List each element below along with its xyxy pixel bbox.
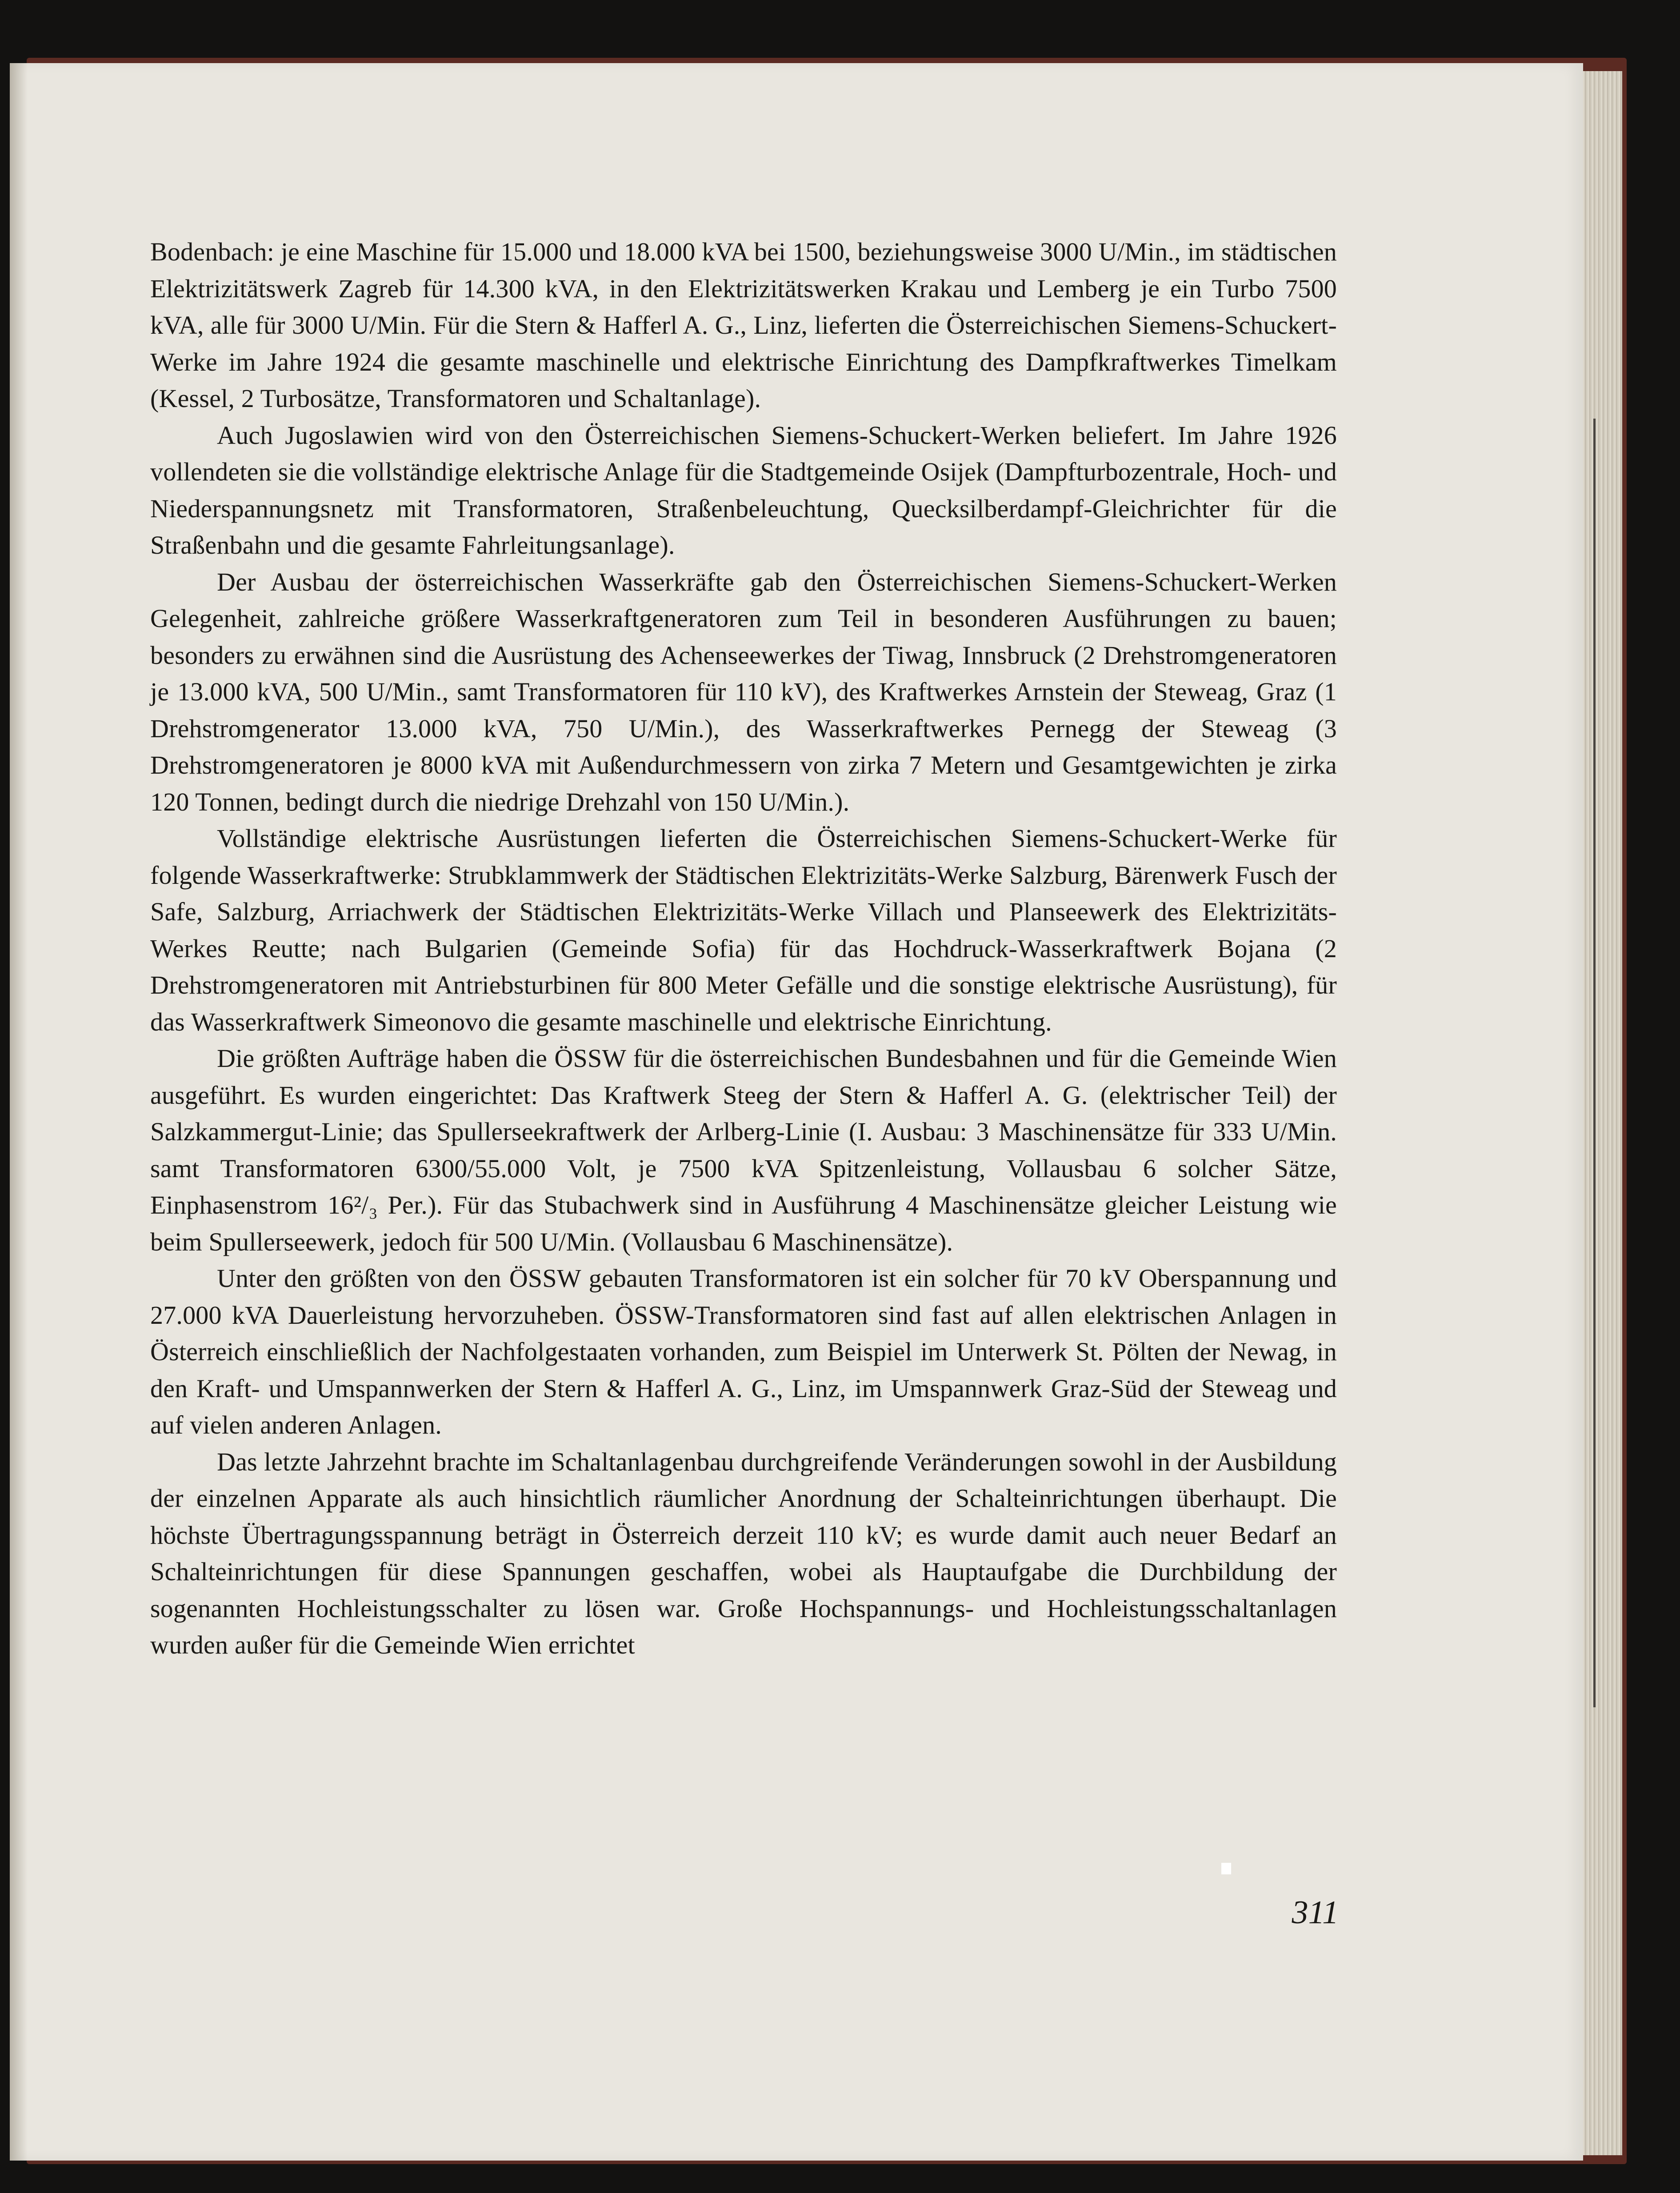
paragraph-5: Die größten Aufträge haben die ÖSSW für die österreichischen Bundesbahnen und für die Gemeinde Wien ausgeführt. Es wurden eingerichtet: Das Kraftwerk Steeg der Stern & Hafferl A. G. (elektrischer Teil) der Salzkammergut-Linie; das Spullerseekraftwerk der Arlberg-Linie (I. Ausbau: 3 Maschinensätze für 333 U/Min. samt Transformatoren 6300/55.000 Volt, je 7500 kVA Spitzenleistung, Vollausbau 6 solcher Sätze, Einphasenstrom 16²/₃ Per.). Für das Stubachwerk sind in Ausführung 4 Maschinensätze gleicher Leistung wie beim Spullerseewerk, jedoch für 500 U/Min. (Vollausbau 6 Maschinensätze). [150, 1044, 1337, 1256]
paragraph-2: Auch Jugoslawien wird von den Österreichischen Siemens-Schuckert-Werken beliefert. Im Jahre 1926 vollendeten sie die vollständige elektrische Anlage für die Stadtgemeinde Osijek (Dampfturbozentrale, Hoch- und Niederspannungsnetz mit Transformatoren, Straßenbeleuchtung, Quecksilberdampf-Gleichrichter für die Straßenbahn und die gesamte Fahrleitungsanlage). [150, 420, 1337, 559]
body-text [150, 234, 1337, 1664]
paragraph-7: Das letzte Jahrzehnt brachte im Schaltanlagenbau durchgreifende Veränderungen sowohl in der Ausbildung der einzelnen Apparate als auch hinsichtlich räumlicher Anordnung der Schalteinrichtungen überhaupt. Die höchste Übertragungsspannung beträgt in Österreich derzeit 110 kV; es wurde damit auch neuer Bedarf an Schalteinrichtungen für diese Spannungen geschaffen, wobei als Hauptaufgabe die Durchbildung der sogenannten Hochleistungsschalter zu lösen war. Große Hochspannungs- und Hochleistungsschaltanlagen wurden außer für die Gemeinde Wien errichtet [150, 1447, 1337, 1659]
paper-speck [1221, 1863, 1231, 1874]
margin-line [1593, 419, 1596, 1707]
paragraph-3: Der Ausbau der österreichischen Wasserkräfte gab den Österreichischen Siemens-Schuckert-Werken Gelegenheit, zahlreiche größere Wasserkraftgeneratoren zum Teil in besonderen Ausführungen zu bauen; besonders zu erwähnen sind die Ausrüstung des Achenseewerkes der Tiwag, Innsbruck (2 Drehstromgeneratoren je 13.000 kVA, 500 U/Min., samt Transformatoren für 110 kV), des Kraftwerkes Arnstein der Steweag, Graz (1 Drehstromgenerator 13.000 kVA, 750 U/Min.), des Wasserkraftwerkes Pernegg der Steweag (3 Drehstromgeneratoren je 8000 kVA mit Außendurchmessern von zirka 7 Metern und Gesamtgewichten je zirka 120 Tonnen, bedingt durch die niedrige Drehzahl von 150 U/Min.). [150, 567, 1337, 816]
page-sheet [10, 63, 1583, 2161]
paragraph-1: Bodenbach: je eine Maschine für 15.000 und 18.000 kVA bei 1500, beziehungsweise 3000 U/Min., im städtischen Elektrizitätswerk Zagreb für 14.300 kVA, in den Elektrizitätswerken Krakau und Lemberg je ein Turbo 7500 kVA, alle für 3000 U/Min. Für die Stern & Hafferl A. G., Linz, lieferten die Österreichischen Siemens-Schuckert-Werke im Jahre 1924 die gesamte maschinelle und elektrische Einrichtung des Dampfkraftwerkes Timelkam (Kessel, 2 Turbosätze, Transformatoren und Schaltanlage). [150, 237, 1337, 413]
gutter-shadow [10, 63, 28, 2161]
paragraph-6: Unter den größten von den ÖSSW gebauten Transformatoren ist ein solcher für 70 kV Oberspannung und 27.000 kVA Dauerleistung hervorzuheben. ÖSSW-Transformatoren sind fast auf allen elektrischen Anlagen in Österreich einschließlich der Nachfolgestaaten vorhanden, zum Beispiel im Unterwerk St. Pölten der Newag, in den Kraft- und Umspannwerken der Stern & Hafferl A. G., Linz, im Umspannwerk Graz-Süd der Steweag und auf vielen anderen Anlagen. [150, 1264, 1337, 1439]
page-number: 311 [1292, 1894, 1339, 1931]
paragraph-4: Vollständige elektrische Ausrüstungen lieferten die Österreichischen Siemens-Schuckert-Werke für folgende Wasserkraftwerke: Strubklammwerk der Städtischen Elektrizitäts-Werke Salzburg, Bärenwerk Fusch der Safe, Salzburg, Arriachwerk der Städtischen Elektrizitäts-Werke Villach und Planseewerk des Elektrizitäts-Werkes Reutte; nach Bulgarien (Gemeinde Sofia) für das Hochdruck-Wasserkraftwerk Bojana (2 Drehstromgeneratoren mit Antriebsturbinen für 800 Meter Gefälle und die sonstige elektrische Ausrüstung), für das Wasserkraftwerk Simeonovo die gesamte maschinelle und elektrische Einrichtung. [150, 824, 1337, 1036]
